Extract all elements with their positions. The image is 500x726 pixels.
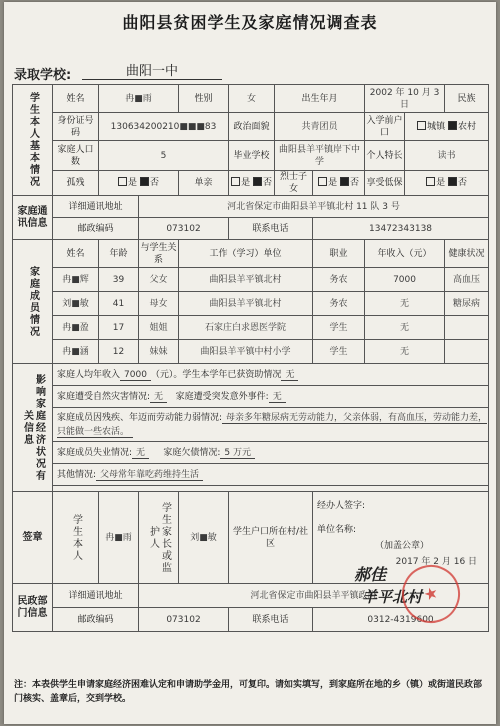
contact-phone-value: 13472343138 — [313, 218, 489, 240]
gender-label: 性别 — [179, 85, 229, 113]
sig-handler-block: 经办人签字: 单位名称: （加盖公章） 2017 年 2 月 16 日 — [313, 492, 489, 584]
members-section-label: 家庭成员情况 — [13, 240, 53, 364]
signature-section-label: 签章 — [13, 492, 53, 584]
talent-label: 个人特长 — [365, 141, 405, 171]
martyr-label: 烈士子女 — [275, 171, 313, 196]
sig-student-value: 冉■雨 — [99, 492, 139, 584]
survey-form-paper — [4, 2, 496, 724]
single-no-checkbox[interactable] — [253, 177, 262, 186]
birth-label: 出生年月 — [275, 85, 365, 113]
low-income-label: 享受低保 — [365, 171, 405, 196]
disability-line: 家庭成员因残疾、年迈而劳动能力弱情况: 母亲多年糖尿病无劳动能力，父亲体弱，有高血压，劳动能力差，只能做一些农活。 — [53, 408, 489, 442]
martyr-yes-checkbox[interactable] — [318, 177, 327, 186]
id-label: 身份证号码 — [53, 113, 99, 141]
members-header-job: 职业 — [313, 240, 365, 268]
civil-postcode-label: 邮政编码 — [53, 608, 139, 632]
orphan-options: 是 否 — [99, 171, 179, 196]
grad-school-value: 曲阳县羊平镇岸下中学 — [275, 141, 365, 171]
single-parent-options: 是 否 — [229, 171, 275, 196]
unemployment-line: 家庭成员失业情况: 无 家庭欠债情况: 5 万元 — [53, 442, 489, 464]
martyr-no-checkbox[interactable] — [340, 177, 349, 186]
table-row: 刘■敏 41 母女 曲阳县羊平镇北村 务农 无 糖尿病 — [13, 292, 489, 316]
table-row: 冉■涵 12 妹妹 曲阳县羊平镇中村小学 学生 无 — [13, 340, 489, 364]
single-parent-label: 单亲 — [179, 171, 229, 196]
id-value: 130634200210■■■83 — [99, 113, 229, 141]
civil-address-value: 河北省保定市曲阳县羊平镇政府 — [139, 584, 489, 608]
urban-checkbox[interactable] — [417, 121, 426, 130]
table-row: 冉■辉 39 父女 曲阳县羊平镇北村 务农 7000 高血压 — [13, 268, 489, 292]
table-row: 冉■盈 17 姐姐 石家庄白求恩医学院 学生 无 — [13, 316, 489, 340]
civil-postcode-value: 073102 — [139, 608, 229, 632]
stamp-star-icon: ★ — [421, 582, 441, 605]
family-size-label: 家庭人口数 — [53, 141, 99, 171]
hukou-label: 入学前户口 — [365, 113, 405, 141]
student-section-label: 学生本人基本情况 — [13, 85, 53, 196]
family-size-value: 5 — [99, 141, 229, 171]
martyr-options: 是 否 — [313, 171, 365, 196]
form-title: 曲阳县贫困学生及家庭情况调查表 — [122, 13, 378, 32]
low-income-options: 是 否 — [405, 171, 489, 196]
members-header-age: 年龄 — [99, 240, 139, 268]
sig-student-label: 学生本人 — [53, 492, 99, 584]
lowinc-yes-checkbox[interactable] — [426, 177, 435, 186]
school-label: 录取学校: — [14, 68, 72, 83]
birth-value: 2002 年 10 月 3 日 — [365, 85, 445, 113]
members-header-relation: 与学生关系 — [139, 240, 179, 268]
civil-address-label: 详细通讯地址 — [53, 584, 139, 608]
civil-phone-value: 0312-4319600 — [313, 608, 489, 632]
talent-value: 读书 — [405, 141, 489, 171]
name-value: 冉■雨 — [99, 85, 179, 113]
sig-guardian-value: 刘■敏 — [179, 492, 229, 584]
members-header-income: 年收入（元） — [365, 240, 445, 268]
civil-section-label: 民政部门信息 — [13, 584, 53, 632]
orphan-yes-checkbox[interactable] — [118, 177, 127, 186]
survey-table — [12, 84, 489, 632]
contact-address-value: 河北省保定市曲阳县羊平镇北村 11 队 3 号 — [139, 196, 489, 218]
school-value: 曲阳一中 — [82, 60, 222, 80]
single-yes-checkbox[interactable] — [231, 177, 240, 186]
civil-phone-label: 联系电话 — [229, 608, 313, 632]
members-header-work: 工作（学习）单位 — [179, 240, 313, 268]
sig-location-label: 学生户口所在村/社区 — [229, 492, 313, 584]
hukou-options: 城镇 农村 — [405, 113, 489, 141]
lowinc-no-checkbox[interactable] — [448, 177, 457, 186]
gender-value: 女 — [229, 85, 275, 113]
contact-section-label: 家庭通讯信息 — [13, 196, 53, 240]
orphan-label: 孤残 — [53, 171, 99, 196]
contact-postcode-value: 073102 — [139, 218, 229, 240]
contact-phone-label: 联系电话 — [229, 218, 313, 240]
handler-signature: 郝佳 — [354, 565, 387, 584]
unit-signature: 羊平北村 — [362, 588, 423, 606]
footer-note: 注：本表供学生申请家庭经济困难认定和申请助学金用，可复印。请如实填写，到家庭所在地的乡（镇）或街道民政部门核实、盖章后，交到学校。 — [14, 680, 483, 704]
members-header-health: 健康状况 — [445, 240, 489, 268]
other-line: 其他情况: 父母常年靠吃药维持生活 — [53, 464, 489, 486]
members-header-name: 姓名 — [53, 240, 99, 268]
politics-label: 政治面貌 — [229, 113, 275, 141]
ethnic-label: 民族 — [445, 85, 489, 113]
sig-guardian-label: 学生家长或监护人 — [139, 492, 179, 584]
income-line: 家庭人均年收入 7000 （元）。学生本学年已获资助情况 无 — [53, 364, 489, 386]
disaster-line: 家庭遭受自然灾害情况: 无 家庭遭受突发意外事件: 无 — [53, 386, 489, 408]
rural-checkbox[interactable] — [448, 121, 457, 130]
name-label: 姓名 — [53, 85, 99, 113]
grad-school-label: 毕业学校 — [229, 141, 275, 171]
contact-postcode-label: 邮政编码 — [53, 218, 139, 240]
economy-section-label: 影响家庭经济状况有关信息 — [13, 364, 53, 492]
contact-address-label: 详细通讯地址 — [53, 196, 139, 218]
politics-value: 共青团员 — [275, 113, 365, 141]
orphan-no-checkbox[interactable] — [140, 177, 149, 186]
